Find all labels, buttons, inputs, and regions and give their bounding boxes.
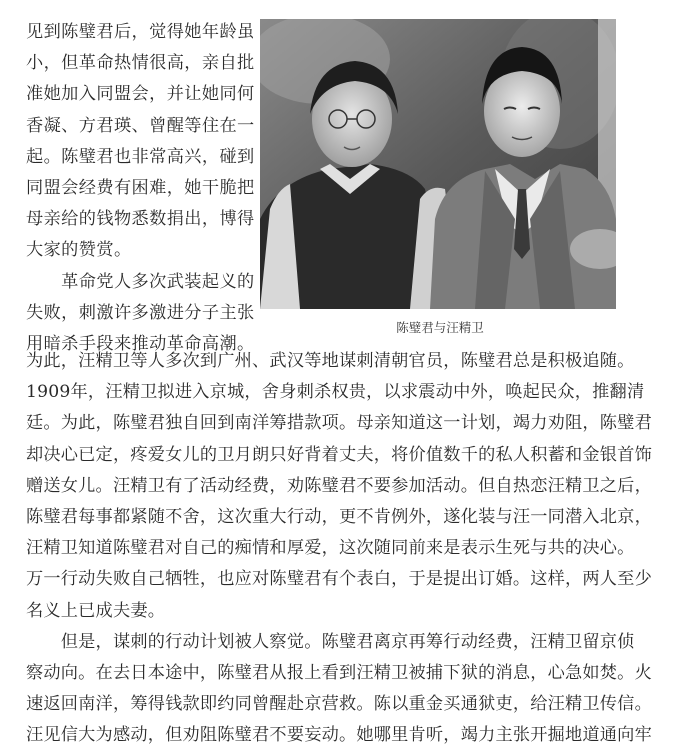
left-column-text	[26, 17, 256, 360]
text-line: 汪精卫知道陈璧君对自己的痴情和厚爱，这次随同前来是表示生死与共的决心。	[26, 538, 635, 559]
text-line: 同盟会经费有困难，她干脆把	[26, 177, 255, 198]
text-line: 用暗杀手段来推动革命高潮。	[26, 333, 255, 354]
text-line: 陈璧君每事都紧随不舍，这次重大行动，更不肯例外，遂化装与汪一同潜入北京，	[26, 506, 652, 527]
text-line: 赠送女儿。汪精卫有了活动经费，劝陈璧君不要参加活动。但自热恋汪精卫之后，	[26, 475, 652, 496]
text-line: 见到陈璧君后，觉得她年龄虽	[26, 22, 255, 42]
text-line: 却决心已定，疼爱女儿的卫月朗只好背着丈夫，将价值数千的私人积蓄和金银首饰	[26, 444, 652, 465]
text-line: 大家的赞赏。	[26, 240, 132, 261]
text-line: 廷。为此，陈璧君独自回到南洋筹措款项。母亲知道这一计划，竭力劝阻，陈璧君	[26, 413, 652, 434]
text-line: 察动向。在去日本途中，陈璧君从报上看到汪精卫被捕下狱的消息，心急如焚。火	[26, 662, 652, 683]
text-line: 准她加入同盟会，并让她同何	[26, 84, 255, 105]
text-line: 但是，谋刺的行动计划被人察觉。陈璧君离京再筹行动经费，汪精卫留京侦	[26, 631, 635, 652]
text-line: 起。陈璧君也非常高兴，碰到	[26, 146, 255, 167]
text-line: 为此，汪精卫等人多次到广州、武汉等地谋刺清朝官员，陈璧君总是积极追随。	[26, 351, 635, 371]
text-line: 革命党人多次武装起义的	[26, 271, 255, 292]
text-line: 汪见信大为感动，但劝阻陈璧君不要妄动。她哪里肯听，竭力主张开掘地道通向牢	[26, 725, 652, 746]
text-line: 失败，刺激许多激进分子主张	[26, 302, 255, 323]
historical-photo	[260, 19, 616, 309]
text-line: 速返回南洋，筹得钱款即约同曾醒赴京营救。陈以重金买通狱吏，给汪精卫传信。	[26, 694, 652, 715]
text-line: 万一行动失败自己牺牲，也应对陈璧君有个表白，于是提出订婚。这样，两人至少	[26, 569, 652, 590]
text-line: 香凝、方君瑛、曾醒等住在一	[26, 115, 255, 136]
main-text	[26, 346, 658, 751]
photo-caption: 陈璧君与汪精卫	[396, 320, 484, 335]
text-line: 名义上已成夫妻。	[26, 600, 166, 621]
text-line: 小，但革命热情很高，亲自批	[26, 53, 255, 74]
photo-illustration	[260, 19, 616, 309]
text-line: 1909年，汪精卫拟进入京城，舍身刺杀权贵，以求震动中外，唤起民众，推翻清	[26, 382, 645, 403]
text-line: 母亲给的钱物悉数捐出，博得	[26, 209, 255, 230]
